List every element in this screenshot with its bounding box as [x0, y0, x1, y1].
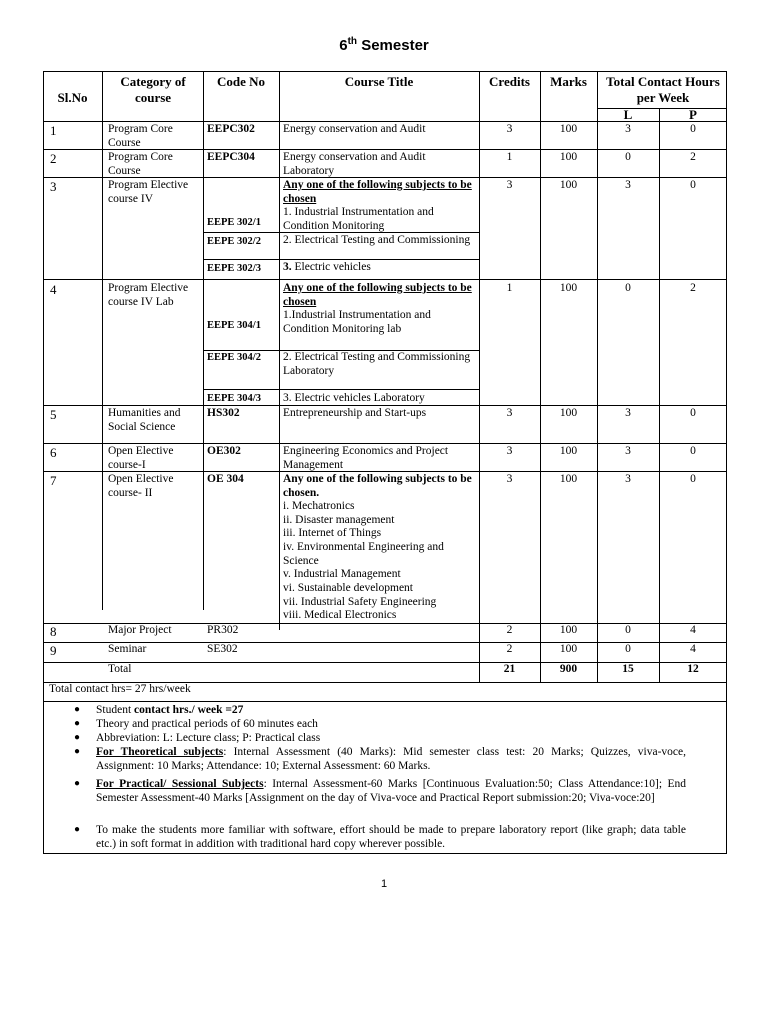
bullet-icon: ●	[74, 778, 81, 789]
header-marks: Marks	[550, 74, 587, 89]
row8-category: Major Project	[108, 624, 172, 636]
bullet-icon: ●	[74, 732, 81, 743]
row5-credits: 3	[506, 407, 513, 419]
row2-code: EEPC304	[207, 151, 255, 163]
row9-p: 4	[690, 643, 696, 655]
note-theoretical: For Theoretical subjects: Internal Assessment (40 Marks): Mid semester class test: 20 Marks; Quizzes, viva-voce, Assignment: 10 Marks; Attendance: 10; External Assessment: 60 Marks.	[96, 746, 686, 772]
row2-credits: 1	[506, 151, 513, 163]
row4-marks: 100	[559, 282, 578, 294]
row1-title: Energy conservation and Audit	[283, 123, 426, 135]
row4-any-one: Any one of the following subjects to be chosen	[283, 282, 472, 308]
row3-option2-code: EEPE 302/2	[207, 236, 261, 247]
row6-title: Engineering Economics and Project Management	[283, 445, 449, 471]
row9-code: SE302	[207, 643, 238, 655]
bullet-icon: ●	[74, 824, 81, 835]
note-periods: Theory and practical periods of 60 minutes each	[96, 718, 318, 730]
row7-sl: 7	[50, 473, 57, 488]
header-credits: Credits	[489, 74, 530, 89]
row1-category: Program Core Course	[108, 123, 173, 149]
row5-code: HS302	[207, 407, 240, 419]
row7-option-7: vii. Industrial Safety Engineering	[283, 596, 437, 608]
row2-sl: 2	[50, 151, 57, 166]
total-marks: 900	[559, 663, 578, 675]
row3-category: Program Elective course IV	[108, 179, 189, 205]
row8-marks: 100	[559, 624, 578, 636]
row5-l: 3	[625, 407, 631, 419]
row9-credits: 2	[506, 643, 513, 655]
note-software: To make the students more familiar with software, effort should be made to prepare laboratory report (like graph; data table etc.) in soft format in addition with traditional hard copy wherever possible.	[96, 824, 686, 850]
row7-p: 0	[690, 473, 696, 485]
row6-p: 0	[690, 445, 696, 457]
row1-credits: 3	[506, 123, 513, 135]
row4-p: 2	[690, 282, 696, 294]
row5-marks: 100	[559, 407, 578, 419]
row4-option3-code: EEPE 304/3	[207, 393, 261, 404]
header-course-title: Course Title	[344, 74, 414, 89]
row7-option-8: viii. Medical Electronics	[283, 609, 397, 621]
row9-l: 0	[625, 643, 631, 655]
row3-option1-title: 1. Industrial Instrumentation and Condition Monitoring	[283, 206, 434, 232]
row2-p: 2	[690, 151, 696, 163]
row3-option3-title: 3. Electric vehicles	[283, 261, 371, 273]
row1-code: EEPC302	[207, 123, 255, 135]
course-table	[43, 71, 727, 701]
row9-marks: 100	[559, 643, 578, 655]
row9-category: Seminar	[108, 643, 147, 655]
row8-sl: 8	[50, 624, 57, 639]
note-contact-hours: Student contact hrs./ week =27	[96, 704, 244, 716]
row4-category: Program Elective course IV Lab	[108, 282, 189, 308]
row7-any-one: Any one of the following subjects to be chosen.	[283, 473, 472, 499]
row4-l: 0	[625, 282, 631, 294]
row6-code: OE302	[207, 445, 241, 457]
header-contact-hours: Total Contact Hours per Week	[606, 74, 720, 105]
note-abbreviation: Abbreviation: L: Lecture class; P: Practical class	[96, 732, 321, 744]
row2-category: Program Core Course	[108, 151, 173, 177]
header-code: Code No	[216, 74, 266, 89]
row2-l: 0	[625, 151, 631, 163]
header-p: P	[689, 107, 697, 122]
row1-p: 0	[690, 123, 696, 135]
total-label: Total	[108, 663, 132, 675]
total-credits: 21	[503, 663, 516, 675]
row7-l: 3	[625, 473, 631, 485]
header-sl-no: Sl.No	[57, 90, 88, 105]
row4-option3-title: 3. Electric vehicles Laboratory	[283, 392, 425, 404]
row4-option1-code: EEPE 304/1	[207, 320, 261, 331]
row3-credits: 3	[506, 179, 513, 191]
row1-marks: 100	[559, 123, 578, 135]
row1-sl: 1	[50, 123, 57, 138]
row6-marks: 100	[559, 445, 578, 457]
row4-option2-title: 2. Electrical Testing and Commissioning Laboratory	[283, 351, 471, 377]
bullet-icon: ●	[74, 704, 81, 715]
row6-credits: 3	[506, 445, 513, 457]
row3-sl: 3	[50, 179, 57, 194]
row4-credits: 1	[506, 282, 513, 294]
row3-option2-title: 2. Electrical Testing and Commissioning	[283, 234, 471, 246]
row9-sl: 9	[50, 643, 57, 658]
total-l: 15	[622, 663, 634, 675]
row7-category: Open Elective course- II	[108, 473, 174, 499]
row5-title: Entrepreneurship and Start-ups	[283, 407, 427, 419]
row3-p: 0	[690, 179, 696, 191]
row1-l: 3	[625, 123, 631, 135]
row6-sl: 6	[50, 445, 57, 460]
page-title: 6th Semester	[339, 36, 429, 54]
row4-option2-code: EEPE 304/2	[207, 352, 261, 363]
total-contact-hours: Total contact hrs= 27 hrs/week	[49, 683, 191, 695]
row5-p: 0	[690, 407, 696, 419]
bullet-icon: ●	[74, 746, 81, 757]
row8-code: PR302	[207, 624, 239, 636]
note-practical: For Practical/ Sessional Subjects: Internal Assessment-60 Marks [Continuous Evaluation:50; Class Attendance:10]; End Semester Assessment-40 Marks [Assignment on the day of Viva-voce and Practical Report submission:20; Viva-voce:20]	[96, 778, 686, 804]
row7-option-3: iii. Internet of Things	[283, 527, 382, 539]
row7-credits: 3	[506, 473, 513, 485]
row2-marks: 100	[559, 151, 578, 163]
row8-p: 4	[690, 624, 696, 636]
row8-l: 0	[625, 624, 631, 636]
row2-title: Energy conservation and Audit Laboratory	[283, 151, 426, 177]
row3-option3-code: EEPE 302/3	[207, 263, 261, 274]
row8-credits: 2	[506, 624, 513, 636]
row7-option-1: i. Mechatronics	[283, 500, 355, 512]
bullet-icon: ●	[74, 718, 81, 729]
row7-option-5: v. Industrial Management	[283, 568, 401, 580]
row7-option-2: ii. Disaster management	[283, 514, 395, 526]
row3-marks: 100	[559, 179, 578, 191]
row7-code: OE 304	[207, 473, 244, 485]
row6-l: 3	[625, 445, 631, 457]
row5-sl: 5	[50, 407, 57, 422]
row3-l: 3	[625, 179, 631, 191]
row7-option-6: vi. Sustainable development	[283, 582, 413, 594]
header-l: L	[623, 107, 633, 122]
header-category: Category of course	[120, 74, 186, 105]
row7-marks: 100	[559, 473, 578, 485]
row5-category: Humanities and Social Science	[108, 407, 181, 433]
row4-sl: 4	[50, 282, 57, 297]
row3-option1-code: EEPE 302/1	[207, 217, 261, 228]
notes-box	[43, 701, 727, 854]
page-number: 1	[380, 878, 388, 890]
row3-any-one: Any one of the following subjects to be chosen	[283, 179, 472, 205]
row7-option-4: iv. Environmental Engineering and Science	[283, 541, 444, 567]
row6-category: Open Elective course-I	[108, 445, 174, 471]
total-p: 12	[687, 663, 699, 675]
row4-option1-title: 1.Industrial Instrumentation and Condition Monitoring lab	[283, 309, 431, 335]
